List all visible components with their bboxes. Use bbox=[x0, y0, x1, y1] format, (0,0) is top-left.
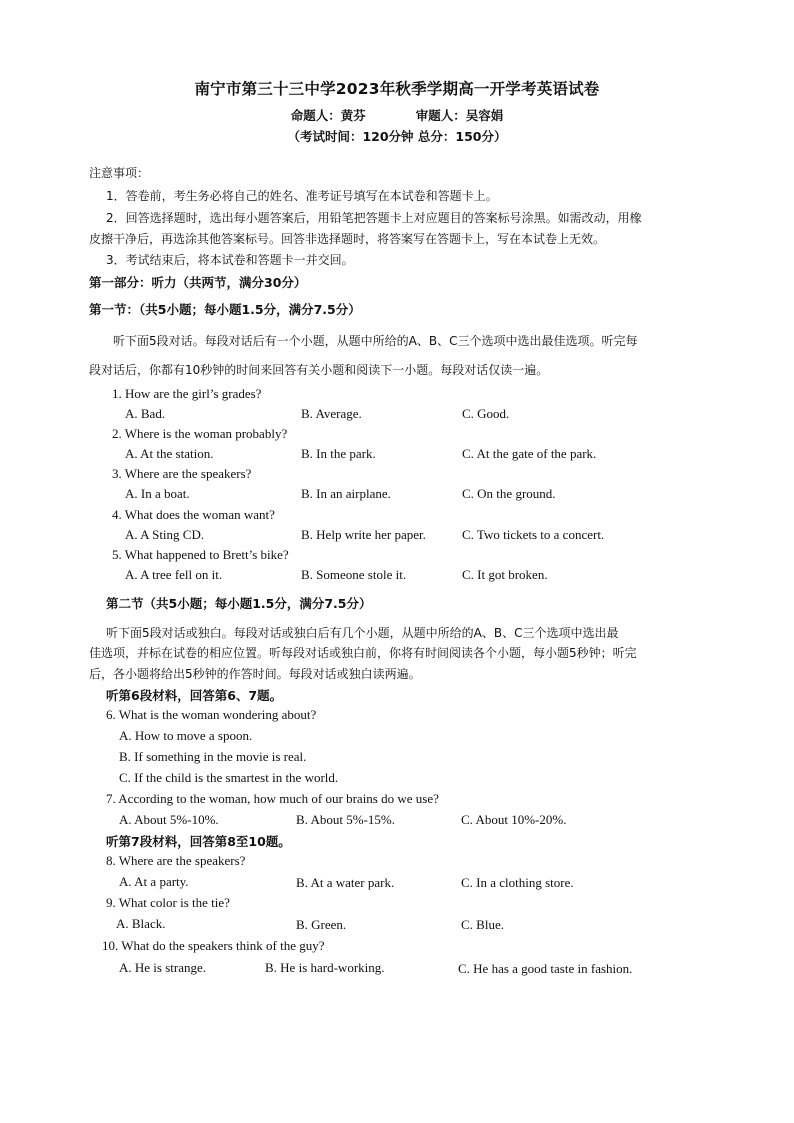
question-4: 4. What does the woman want? bbox=[112, 507, 275, 522]
question-1: 1. How are the girl’s grades? bbox=[112, 386, 262, 401]
question-9-option-c: C. Blue. bbox=[461, 917, 504, 932]
question-7-option-a: A. About 5%-10%. bbox=[119, 812, 219, 827]
section2-instructions-line-3: 后，各小题将给出5秒钟的作答时间。每段对话或独白读两遍。 bbox=[89, 667, 421, 681]
section1-instructions-line-2: 段对话后，你都有10秒钟的时间来回答有关小题和阅读下一小题。每段对话仅读一遍。 bbox=[89, 363, 549, 377]
question-5-option-a: A. A tree fell on it. bbox=[125, 567, 223, 582]
question-8: 8. Where are the speakers? bbox=[106, 853, 246, 868]
question-2: 2. Where is the woman probably? bbox=[112, 426, 288, 441]
question-5-option-b: B. Someone stole it. bbox=[301, 567, 407, 582]
section2-instructions-line-1: 听下面5段对话或独白。每段对话或独白后有几个小题，从题中所给的A、B、C三个选项中选出最 bbox=[106, 626, 619, 640]
question-2-option-a: A. At the station. bbox=[125, 446, 214, 461]
exam-time-info: （考试时间：120分钟 总分：150分） bbox=[287, 129, 507, 144]
exam-authors bbox=[0, 106, 794, 124]
notice-title: 注意事项： bbox=[89, 166, 150, 180]
exam-title: 南宁市第三十三中学2023年秋季学期高一开学考英语试卷 bbox=[194, 80, 600, 98]
setter: 命题人：黄芬 bbox=[290, 108, 366, 123]
question-10-option-a: A. He is strange. bbox=[119, 960, 207, 975]
question-6-option-a: A. How to move a spoon. bbox=[119, 728, 253, 743]
section1-title: 第一节：（共5小题；每小题1.5分，满分7.5分） bbox=[89, 302, 361, 317]
question-4-option-c: C. Two tickets to a concert. bbox=[462, 527, 605, 542]
question-3-option-c: C. On the ground. bbox=[462, 486, 556, 501]
question-10-option-c: C. He has a good taste in fashion. bbox=[458, 961, 633, 976]
question-6-option-b: B. If something in the movie is real. bbox=[119, 749, 307, 764]
part1-title: 第一部分：听力（共两节，满分30分） bbox=[89, 275, 307, 290]
question-10: 10. What do the speakers think of the guy? bbox=[102, 938, 325, 953]
section2-title: 第二节（共5小题；每小题1.5分，满分7.5分） bbox=[106, 596, 372, 611]
question-6: 6. What is the woman wondering about? bbox=[106, 707, 317, 722]
question-8-option-c: C. In a clothing store. bbox=[461, 875, 574, 890]
question-9-option-a: A. Black. bbox=[116, 916, 166, 931]
notice-item-2-line-2: 皮擦干净后，再选涂其他答案标号。回答非选择题时，将答案写在答题卡上，写在本试卷上无效。 bbox=[89, 232, 606, 246]
question-9-option-b: B. Green. bbox=[296, 917, 347, 932]
question-1-option-a: A. Bad. bbox=[125, 406, 166, 421]
question-5: 5. What happened to Brett’s bike? bbox=[112, 547, 289, 562]
question-8-option-b: B. At a water park. bbox=[296, 875, 395, 890]
group-6-header: 听第6段材料，回答第6、7题。 bbox=[106, 688, 283, 703]
question-5-option-c: C. It got broken. bbox=[462, 567, 548, 582]
question-7-option-b: B. About 5%-15%. bbox=[296, 812, 395, 827]
notice-item-1: 1．答卷前，考生务必将自己的姓名、准考证号填写在本试卷和答题卡上。 bbox=[106, 189, 498, 203]
question-9: 9. What color is the tie? bbox=[106, 895, 230, 910]
question-4-option-a: A. A Sting CD. bbox=[125, 527, 205, 542]
question-8-option-a: A. At a party. bbox=[119, 874, 189, 889]
question-4-option-b: B. Help write her paper. bbox=[301, 527, 426, 542]
question-2-option-c: C. At the gate of the park. bbox=[462, 446, 597, 461]
section1-instructions-line-1: 听下面5段对话。每段对话后有一个小题，从题中所给的A、B、C三个选项中选出最佳选项。听完每 bbox=[113, 334, 638, 348]
question-1-option-c: C. Good. bbox=[462, 406, 510, 421]
question-3: 3. Where are the speakers? bbox=[112, 466, 252, 481]
section2-instructions-line-2: 佳选项，并标在试卷的相应位置。听每段对话或独白前，你将有时间阅读各个小题，每小题5秒钟；听完 bbox=[89, 646, 637, 660]
group-7-header: 听第7段材料，回答第8至10题。 bbox=[106, 834, 291, 849]
question-2-option-b: B. In the park. bbox=[301, 446, 376, 461]
question-3-option-b: B. In an airplane. bbox=[301, 486, 391, 501]
question-6-option-c: C. If the child is the smartest in the world. bbox=[119, 770, 339, 785]
question-7: 7. According to the woman, how much of our brains do we use? bbox=[106, 791, 439, 806]
question-3-option-a: A. In a boat. bbox=[125, 486, 190, 501]
notice-item-3: 3．考试结束后，将本试卷和答题卡一并交回。 bbox=[106, 253, 354, 267]
question-10-option-b: B. He is hard-working. bbox=[265, 960, 385, 975]
reviewer: 审题人：吴容娟 bbox=[415, 108, 504, 123]
question-1-option-b: B. Average. bbox=[301, 406, 362, 421]
notice-item-2-line-1: 2．回答选择题时，选出每小题答案后，用铅笔把答题卡上对应题目的答案标号涂黑。如需改动，用橡 bbox=[106, 211, 642, 225]
question-7-option-c: C. About 10%-20%. bbox=[461, 812, 567, 827]
